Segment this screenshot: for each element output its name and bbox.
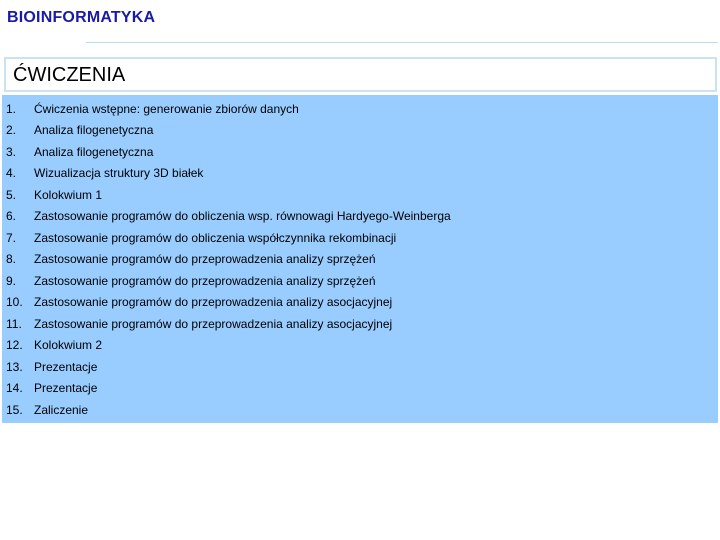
item-number: 2. — [6, 123, 17, 138]
item-number: 3. — [6, 144, 17, 159]
list-item — [6, 270, 451, 292]
item-text: Zastosowanie programów do przeprowadzenia analizy sprzężeń — [34, 273, 376, 288]
item-number: 9. — [6, 273, 17, 288]
list-item — [6, 206, 451, 228]
item-text: Zastosowanie programów do przeprowadzenia analizy asocjacyjnej — [34, 295, 393, 310]
list-item — [6, 313, 451, 335]
list-item — [6, 120, 451, 142]
list-item — [6, 356, 451, 378]
item-number: 5. — [6, 187, 17, 202]
item-number: 6. — [6, 209, 17, 224]
item-text: Zastosowanie programów do przeprowadzenia analizy asocjacyjnej — [34, 316, 393, 331]
item-text: Prezentacje — [34, 359, 98, 374]
item-text: Analiza filogenetyczna — [34, 144, 154, 159]
item-text: Zastosowanie programów do przeprowadzenia analizy sprzężeń — [34, 252, 376, 267]
item-number: 10. — [6, 295, 23, 310]
item-text: Zastosowanie programów do obliczenia współczynnika rekombinacji — [34, 230, 397, 245]
list-item — [6, 378, 451, 400]
item-text: Ćwiczenia wstępne: generowanie zbiorów danych — [34, 101, 299, 116]
exercise-list — [6, 98, 451, 421]
item-number: 7. — [6, 230, 17, 245]
item-number: 4. — [6, 166, 17, 181]
section-heading: ĆWICZENIA — [13, 64, 126, 86]
list-item — [6, 227, 451, 249]
item-text: Kolokwium 2 — [34, 338, 103, 353]
item-text: Zaliczenie — [34, 402, 89, 417]
list-item — [6, 335, 451, 357]
list-item — [6, 292, 451, 314]
item-text: Prezentacje — [34, 381, 98, 396]
item-number: 14. — [6, 381, 23, 396]
item-text: Kolokwium 1 — [34, 187, 103, 202]
item-number: 11. — [6, 316, 22, 331]
section-heading-box — [4, 57, 717, 92]
item-number: 1. — [6, 101, 17, 116]
item-text: Wizualizacja struktury 3D białek — [34, 166, 204, 181]
list-item — [6, 249, 451, 271]
page-title: BIOINFORMATYKA — [7, 9, 156, 26]
item-text: Zastosowanie programów do obliczenia wsp. równowagi Hardyego-Weinberga — [34, 209, 451, 224]
list-item — [6, 141, 451, 163]
list-item — [6, 98, 451, 120]
item-number: 13. — [6, 359, 23, 374]
item-number: 15. — [6, 402, 23, 417]
item-number: 8. — [6, 252, 17, 267]
divider-line — [86, 42, 718, 43]
item-text: Analiza filogenetyczna — [34, 123, 154, 138]
list-item — [6, 184, 451, 206]
list-item — [6, 399, 451, 421]
item-number: 12. — [6, 338, 23, 353]
list-item — [6, 163, 451, 185]
